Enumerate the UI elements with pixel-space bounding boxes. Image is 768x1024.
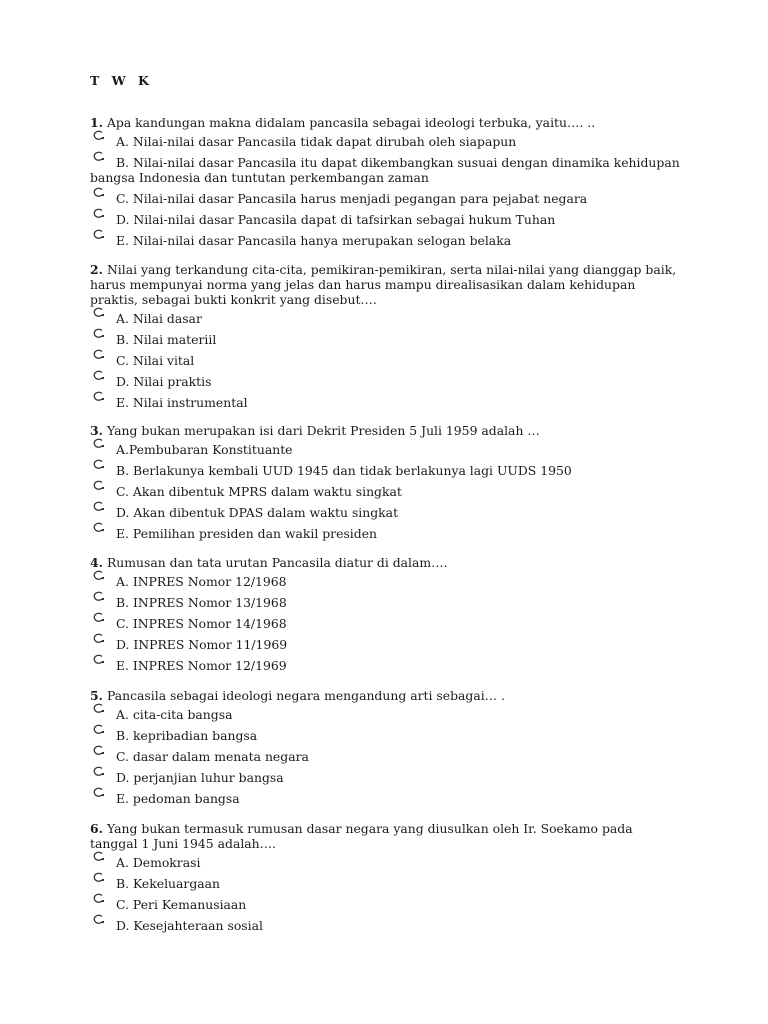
- radio-icon[interactable]: [91, 458, 105, 471]
- radio-icon[interactable]: [91, 129, 105, 142]
- option-c[interactable]: C. dasar dalam menata negara: [90, 749, 680, 764]
- option-a[interactable]: A.Pembubaran Konstituante: [90, 442, 680, 457]
- radio-icon[interactable]: [91, 479, 105, 492]
- option-b[interactable]: B. Kekeluargaan: [90, 876, 680, 891]
- question-number: 1.: [90, 115, 103, 130]
- question-2: [90, 262, 680, 416]
- option-a[interactable]: A. INPRES Nomor 12/1968: [90, 574, 680, 589]
- option-c[interactable]: C. Akan dibentuk MPRS dalam waktu singkat: [90, 484, 680, 499]
- option-d[interactable]: D. Kesejahteraan sosial: [90, 918, 680, 933]
- option-c[interactable]: C. INPRES Nomor 14/1968: [90, 616, 680, 631]
- option-b[interactable]: B. Nilai materiil: [90, 332, 680, 347]
- radio-icon[interactable]: [91, 632, 105, 645]
- radio-icon[interactable]: [91, 653, 105, 666]
- radio-icon[interactable]: [91, 744, 105, 757]
- option-c[interactable]: C. Peri Kemanusiaan: [90, 897, 680, 912]
- option-b[interactable]: B. Berlakunya kembali UUD 1945 dan tidak berlakunya lagi UUDS 1950: [90, 463, 680, 478]
- radio-icon[interactable]: [91, 723, 105, 736]
- option-e[interactable]: E. Nilai instrumental: [90, 395, 680, 410]
- radio-icon[interactable]: [91, 228, 105, 241]
- radio-icon[interactable]: [91, 913, 105, 926]
- radio-icon[interactable]: [91, 892, 105, 905]
- radio-icon[interactable]: [91, 590, 105, 603]
- question-3: [90, 423, 680, 547]
- question-text: Nilai yang terkandung cita-cita, pemikiran-pemikiran, serta nilai-nilai yang dianggap baik, harus mempunyai norma yang jelas dan harus mampu direalisasikan dalam kehidupan praktis, sebagai bukti konkrit yang disebut….: [90, 262, 677, 307]
- question-text: Yang bukan termasuk rumusan dasar negara yang diusulkan oleh Ir. Soekamo pada tanggal 1 Juni 1945 adalah….: [90, 821, 633, 851]
- radio-icon[interactable]: [91, 521, 105, 534]
- radio-icon[interactable]: [91, 871, 105, 884]
- radio-icon[interactable]: [91, 702, 105, 715]
- option-b[interactable]: B. kepribadian bangsa: [90, 728, 680, 743]
- option-a[interactable]: A. Nilai-nilai dasar Pancasila tidak dapat dirubah oleh siapapun: [90, 134, 680, 149]
- option-a[interactable]: A. Nilai dasar: [90, 311, 680, 326]
- radio-icon[interactable]: [91, 327, 105, 340]
- radio-icon[interactable]: [91, 437, 105, 450]
- question-text: Rumusan dan tata urutan Pancasila diatur di dalam….: [106, 555, 448, 570]
- option-d[interactable]: D. Nilai praktis: [90, 374, 680, 389]
- radio-icon[interactable]: [91, 207, 105, 220]
- option-e[interactable]: E. Pemilihan presiden dan wakil presiden: [90, 526, 680, 541]
- option-c[interactable]: C. Nilai vital: [90, 353, 680, 368]
- radio-icon[interactable]: [91, 765, 105, 778]
- radio-icon[interactable]: [91, 850, 105, 863]
- option-b[interactable]: B. INPRES Nomor 13/1968: [90, 595, 680, 610]
- option-d[interactable]: D. Nilai-nilai dasar Pancasila dapat di tafsirkan sebagai hukum Tuhan: [90, 212, 680, 227]
- option-d[interactable]: D. perjanjian luhur bangsa: [90, 770, 680, 785]
- radio-icon[interactable]: [91, 186, 105, 199]
- radio-icon[interactable]: [91, 569, 105, 582]
- option-e[interactable]: E. pedoman bangsa: [90, 791, 680, 806]
- question-number: 6.: [90, 821, 103, 836]
- question-text: Pancasila sebagai ideologi negara mengandung arti sebagai… .: [106, 688, 505, 703]
- question-5: [90, 688, 680, 812]
- option-e[interactable]: E. Nilai-nilai dasar Pancasila hanya merupakan selogan belaka: [90, 233, 680, 248]
- option-c[interactable]: C. Nilai-nilai dasar Pancasila harus menjadi pegangan para pejabat negara: [90, 191, 680, 206]
- question-text: Yang bukan merupakan isi dari Dekrit Presiden 5 Juli 1959 adalah …: [106, 423, 540, 438]
- question-number: 5.: [90, 688, 103, 703]
- option-d[interactable]: D. INPRES Nomor 11/1969: [90, 637, 680, 652]
- radio-icon[interactable]: [91, 150, 105, 163]
- radio-icon[interactable]: [91, 306, 105, 319]
- question-number: 4.: [90, 555, 103, 570]
- option-e[interactable]: E. INPRES Nomor 12/1969: [90, 658, 680, 673]
- radio-icon[interactable]: [91, 500, 105, 513]
- question-4: [90, 555, 680, 679]
- question-number: 3.: [90, 423, 103, 438]
- question-1: [90, 115, 680, 254]
- option-d[interactable]: D. Akan dibentuk DPAS dalam waktu singkat: [90, 505, 680, 520]
- question-6: [90, 821, 680, 939]
- radio-icon[interactable]: [91, 611, 105, 624]
- radio-icon[interactable]: [91, 786, 105, 799]
- question-text: Apa kandungan makna didalam pancasila sebagai ideologi terbuka, yaitu…. ..: [106, 115, 596, 130]
- option-a[interactable]: A. cita-cita bangsa: [90, 707, 680, 722]
- radio-icon[interactable]: [91, 390, 105, 403]
- radio-icon[interactable]: [91, 348, 105, 361]
- page-title: T W K: [90, 73, 153, 88]
- radio-icon[interactable]: [91, 369, 105, 382]
- option-a[interactable]: A. Demokrasi: [90, 855, 680, 870]
- question-number: 2.: [90, 262, 103, 277]
- option-b[interactable]: B. Nilai-nilai dasar Pancasila itu dapat dikembangkan susuai dengan dinamika kehidupan bangsa Indonesia dan tuntutan perkembangan zaman: [90, 155, 680, 185]
